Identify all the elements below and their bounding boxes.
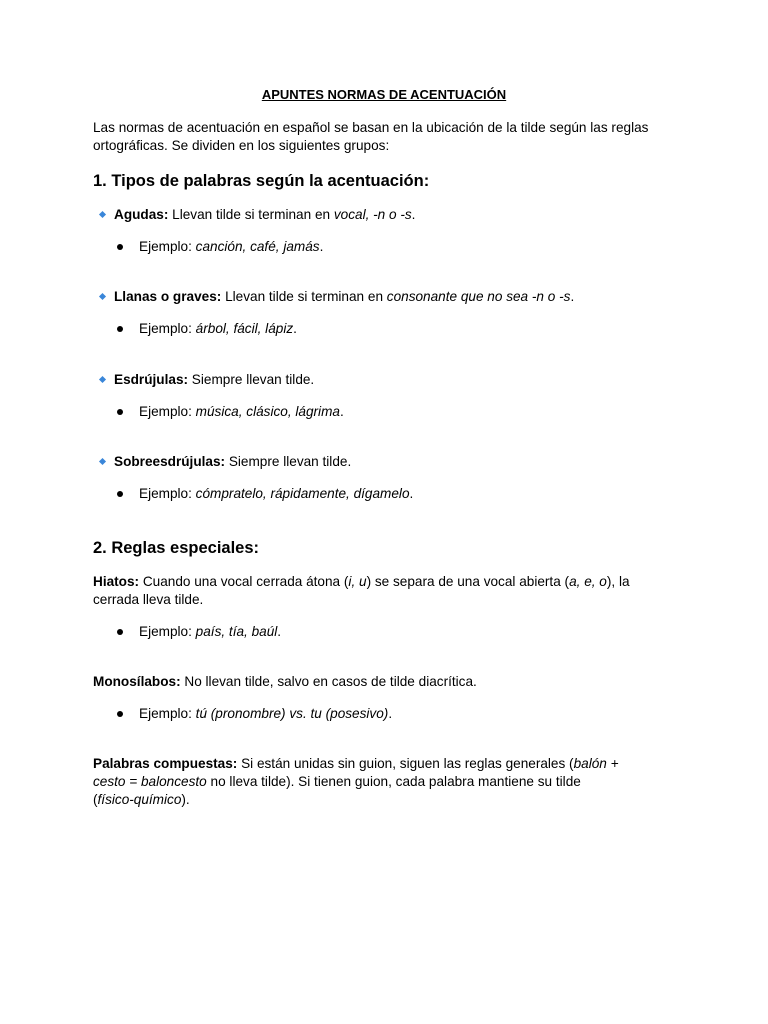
round-bullet-icon	[117, 711, 123, 717]
example-words: música, clásico, lágrima	[195, 404, 340, 419]
example-label: Ejemplo:	[139, 706, 196, 721]
example-agudas	[139, 238, 323, 256]
hiatos-line-1	[93, 573, 630, 591]
round-bullet-icon	[117, 629, 123, 635]
section1-heading: 1. Tipos de palabras según la acentuación:	[93, 172, 430, 190]
text: ) se separa de una vocal abierta (	[366, 574, 570, 589]
intro-line-2: ortográficas. Se dividen en los siguientes grupos:	[93, 138, 390, 153]
round-bullet-icon	[117, 244, 123, 250]
example-words: tú (pronombre) vs. tu (posesivo)	[195, 706, 389, 721]
round-bullet-icon	[117, 326, 123, 332]
italic: a, e, o	[569, 574, 607, 589]
term: Sobreesdrújulas:	[114, 454, 226, 469]
diamond-bullet-icon	[99, 458, 106, 465]
compuestas-line-3	[93, 791, 190, 809]
compuestas-line-1	[93, 755, 619, 773]
example-llanas	[139, 320, 297, 338]
diamond-bullet-icon	[99, 293, 106, 300]
desc: Llevan tilde si terminan en	[221, 289, 387, 304]
desc-tail: .	[570, 289, 575, 304]
example-label: Ejemplo:	[139, 239, 196, 254]
type-esdrujulas	[114, 371, 314, 389]
example-label: Ejemplo:	[139, 321, 196, 336]
text: ), la	[606, 574, 630, 589]
desc: Siempre llevan tilde.	[225, 454, 352, 469]
example-tail: .	[293, 321, 297, 336]
text: no lleva tilde). Si tienen guion, cada palabra mantiene su tilde	[206, 774, 581, 789]
example-monosilabos	[139, 705, 392, 723]
monosilabos-line	[93, 673, 477, 691]
document-title: APUNTES NORMAS DE ACENTUACIÓN	[261, 87, 507, 102]
example-words: árbol, fácil, lápiz	[195, 321, 294, 336]
type-sobreesdrujulas	[114, 453, 351, 471]
italic: cesto = baloncesto	[93, 774, 207, 789]
desc-italic: vocal, -n o -s	[333, 207, 412, 222]
example-tail: .	[319, 239, 324, 254]
italic: i, u	[348, 574, 367, 589]
example-label: Ejemplo:	[139, 624, 196, 639]
type-agudas	[114, 206, 415, 224]
example-hiatos	[139, 623, 281, 641]
term: Esdrújulas:	[114, 372, 189, 387]
section2-heading: 2. Reglas especiales:	[93, 539, 260, 557]
example-tail: .	[409, 486, 414, 501]
desc-tail: .	[411, 207, 416, 222]
example-words: cómpratelo, rápidamente, dígamelo	[195, 486, 410, 501]
diamond-bullet-icon	[99, 376, 106, 383]
italic: físico-químico	[97, 792, 182, 807]
term: Palabras compuestas:	[93, 756, 238, 771]
term: Agudas:	[114, 207, 169, 222]
text: Cuando una vocal cerrada átona (	[139, 574, 349, 589]
text: (	[93, 792, 98, 807]
example-tail: .	[388, 706, 393, 721]
italic: balón +	[573, 756, 619, 771]
example-label: Ejemplo:	[139, 404, 196, 419]
example-words: canción, café, jamás	[195, 239, 320, 254]
hiatos-line-2: cerrada lleva tilde.	[93, 592, 204, 607]
diamond-bullet-icon	[99, 211, 106, 218]
type-llanas	[114, 288, 574, 306]
term: Llanas o graves:	[114, 289, 222, 304]
desc: Llevan tilde si terminan en	[168, 207, 334, 222]
intro-line-1: Las normas de acentuación en español se basan en la ubicación de la tilde según las reglas	[93, 120, 649, 135]
compuestas-line-2	[93, 773, 581, 791]
round-bullet-icon	[117, 491, 123, 497]
round-bullet-icon	[117, 409, 123, 415]
text: ).	[181, 792, 190, 807]
example-sobreesdrujulas	[139, 485, 413, 503]
text: Si están unidas sin guion, siguen las reglas generales (	[237, 756, 574, 771]
example-tail: .	[277, 624, 282, 639]
desc: Siempre llevan tilde.	[188, 372, 315, 387]
term: Hiatos:	[93, 574, 140, 589]
example-words: país, tía, baúl	[195, 624, 278, 639]
example-esdrujulas	[139, 403, 344, 421]
example-tail: .	[339, 404, 344, 419]
term: Monosílabos:	[93, 674, 181, 689]
example-label: Ejemplo:	[139, 486, 196, 501]
desc-italic: consonante que no sea -n o -s	[386, 289, 571, 304]
text: No llevan tilde, salvo en casos de tilde diacrítica.	[180, 674, 477, 689]
